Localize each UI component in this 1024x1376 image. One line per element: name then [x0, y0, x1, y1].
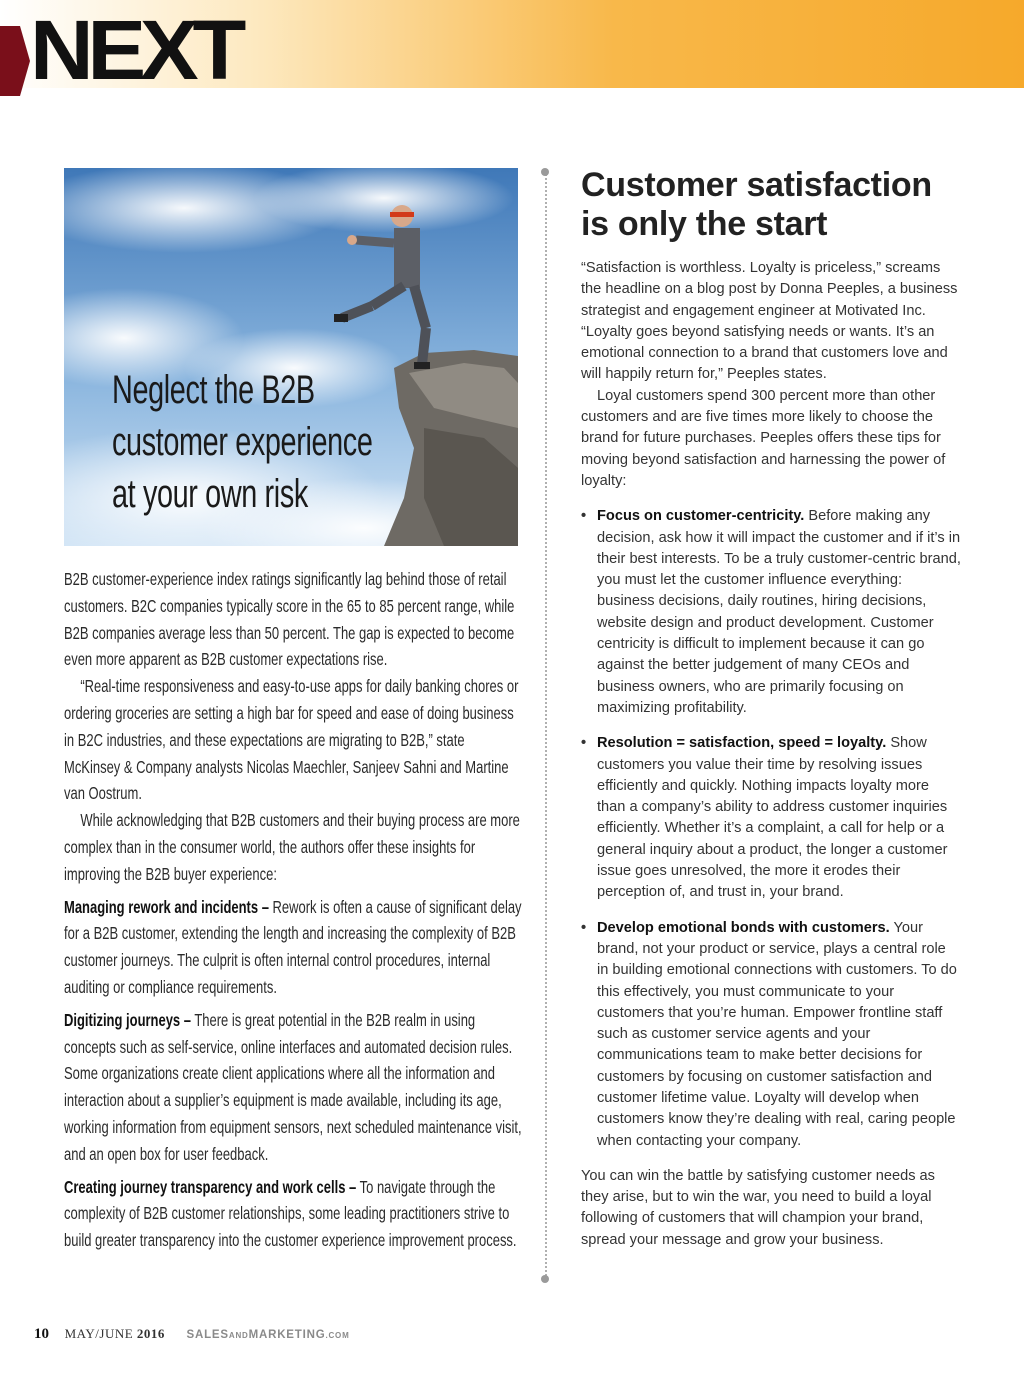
photo-headline	[112, 364, 373, 520]
next-logo	[30, 2, 241, 98]
article-paragraph: “Real-time responsiveness and easy-to-use apps for daily banking chores or ordering groceries are setting a high bar for speed and ease of doing business in B2C industries, and these expectations are migrating to B2B,” state McKinsey & Company analysts Nicolas Maechler, Sanjeev Sahni and Martine van Oostrum.	[64, 676, 519, 804]
issue-date	[65, 1326, 165, 1341]
column-divider	[545, 174, 549, 1280]
list-item	[581, 918, 961, 1152]
right-article	[581, 166, 961, 1251]
headline-line: at your own risk	[112, 472, 308, 516]
tip-text: Before making any decision, ask how it will impact the customer and if it’s in their best interests. To be a truly customer-centric brand, you must let the customer influence everything: business decisions, daily routines, hiring decisions, website design and product development. Customer centricity is difficult to implement because it can go against the better judgement of many CEOs and business owners, who are primarily focusing on maximizing profitability.	[597, 508, 961, 716]
logo-text: NEXT	[30, 3, 241, 97]
chevron-accent-icon	[0, 26, 30, 96]
hero-photo	[64, 168, 518, 546]
site-part: AND	[228, 1331, 249, 1340]
section-title: Creating journey transparency and work cells –	[64, 1176, 357, 1197]
headline-line: customer experience	[112, 420, 373, 464]
section-title: Managing rework and incidents –	[64, 896, 269, 917]
section-paragraph	[64, 1007, 524, 1168]
page-number: 10	[34, 1326, 49, 1342]
article-title: Customer satisfaction is only the start	[581, 166, 932, 243]
site-part: .COM	[325, 1331, 350, 1340]
article-paragraph: “Satisfaction is worthless. Loyalty is priceless,” screams the headline on a blog post by Donna Peeples, a business strategist and engagement engineer at Motivated Inc. “Loyalty goes beyond satisfying needs or wants. It’s an emotional connection to a brand that customers love and will happily return for,” Peeples states.	[581, 260, 958, 383]
article-paragraph: Loyal customers spend 300 percent more than other customers and are five times more likely to choose the brand for future purchases. Peeples offers these tips for moving beyond satisfaction and harnessing the power of loyalty:	[581, 387, 946, 489]
bullet-icon: •	[581, 508, 587, 525]
section-text: Rework is often a cause of significant delay for a B2B customer, extending the length and increasing the complexity of B2B customer journeys. The culprit is often internal control procedures, internal auditing or compliance requirements.	[64, 896, 522, 997]
tip-text: Show customers you value their time by resolving issues efficiently and quickly. Nothing impacts loyalty more than a company’s ability to address customer inquiries efficiently. Whether it’s a complaint, a call for help or a general inquiry about a product, the longer a customer issue goes unresolved, the more it erodes their perception of, and trust in, your brand.	[597, 735, 948, 901]
article-paragraph: B2B customer-experience index ratings significantly lag behind those of retail customers. B2C companies typically score in the 65 to 85 percent range, while B2B companies average less than 50 percent. The gap is expected to become even more apparent as B2B customer expectations rise.	[64, 569, 515, 670]
closing-paragraph: You can win the battle by satisfying customer needs as they arise, but to win the war, you need to build a loyal following of customers that will champion your brand, spread your message and grow your business.	[581, 1167, 935, 1248]
section-paragraph	[64, 1174, 524, 1254]
left-article	[64, 566, 524, 1254]
section-text: To navigate through the complexity of B2B customer relationships, some leading practitioners strive to build greater transparency into the customer experience improvement process.	[64, 1176, 517, 1251]
bullet-icon: •	[581, 735, 587, 752]
section-paragraph	[64, 894, 524, 1001]
site-part: SALES	[186, 1329, 229, 1341]
tip-text: Your brand, not your product or service, plays a central role in building emotional connections with customers. To do this effectively, you must communicate to your customers that you’re human. Empower frontline staff such as customer service agents and your communications team to make better decisions for customers by focusing on customer satisfaction and customer lifetime value. Loyalty will develop when customers know they’re dealing with real, caring people when contacting your company.	[597, 919, 957, 1149]
site-part: MARKETING	[248, 1329, 326, 1341]
bullet-icon: •	[581, 919, 587, 936]
section-title: Digitizing journeys –	[64, 1009, 191, 1030]
headline-line: Neglect the B2B	[112, 368, 315, 412]
tip-title: Resolution = satisfaction, speed = loyalty.	[597, 735, 887, 752]
article-paragraph: While acknowledging that B2B customers and their buying process are more complex than in the consumer world, the authors offer these insights for improving the B2B buyer experience:	[64, 810, 520, 884]
issue-year: 2016	[136, 1326, 165, 1341]
header-banner	[0, 0, 1024, 97]
tip-title: Focus on customer-centricity.	[597, 508, 805, 525]
divider-dot-top	[541, 168, 549, 176]
list-item	[581, 733, 961, 903]
site-url	[187, 1329, 350, 1341]
issue-month: MAY/JUNE	[64, 1326, 134, 1341]
section-text: There is great potential in the B2B realm in using concepts such as self-service, online interfaces and automated decision rules. Some organizations create client applications where all the information and interaction about a supplier’s equipment is made available, including its age, working information from equipment sensors, next scheduled maintenance visit, and an open box for user feedback.	[64, 1009, 522, 1164]
list-item	[581, 506, 961, 719]
page-footer	[34, 1326, 350, 1343]
tips-list	[581, 506, 961, 1152]
divider-dot-bottom	[541, 1275, 549, 1283]
tip-title: Develop emotional bonds with customers.	[597, 919, 890, 936]
